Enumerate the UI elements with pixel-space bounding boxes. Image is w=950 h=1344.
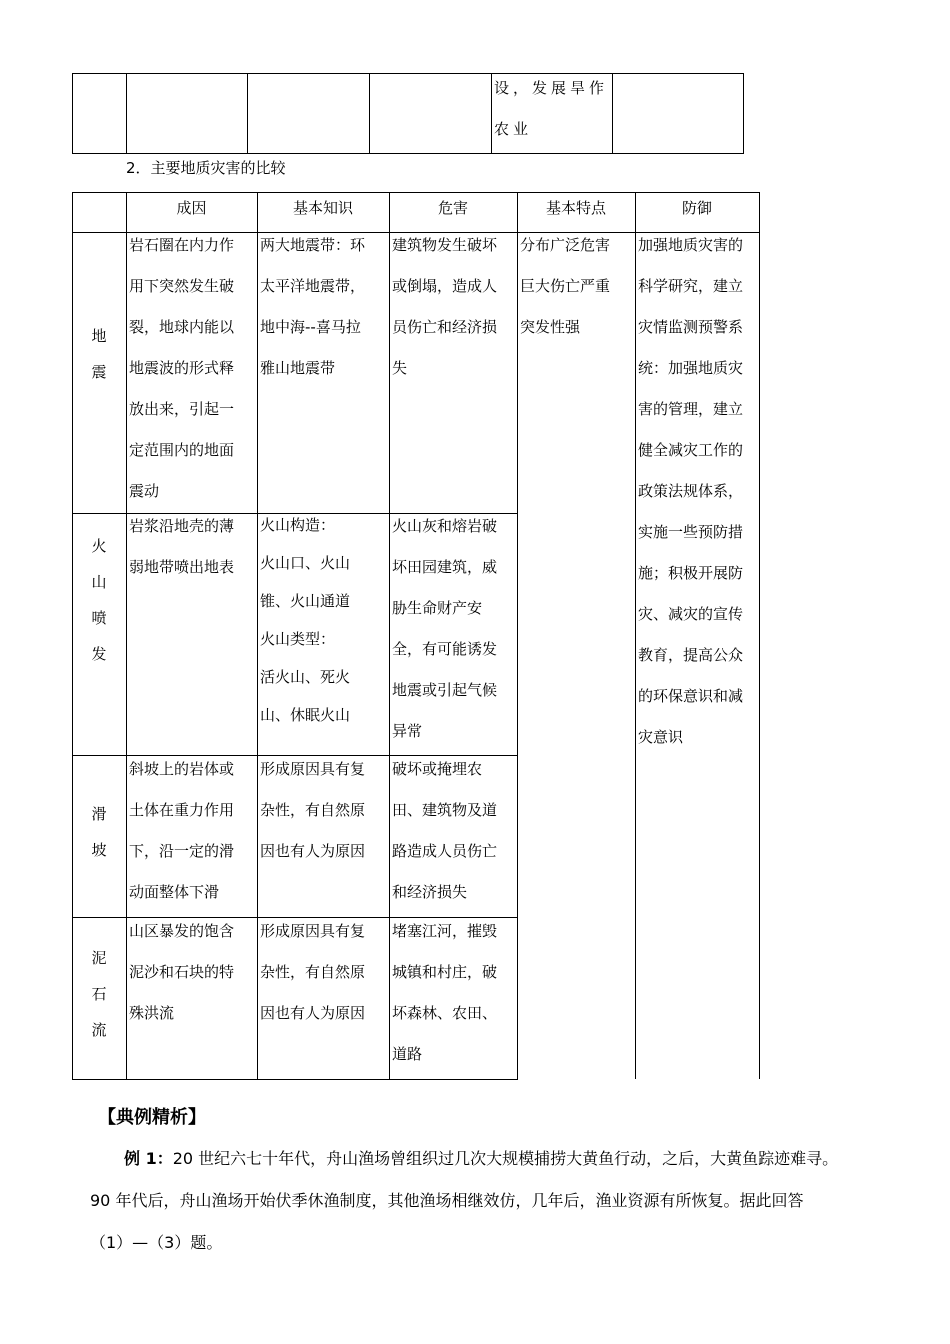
example-text-1: 20 世纪六七十年代，舟山渔场曾组织过几次大规模捕捞大黄鱼行动，之后，大黄鱼踪迹难寻。 [172,1149,839,1168]
header-harm: 危害 [437,199,468,217]
harm-debris-flow: 堵塞江河，摧毁 城镇和村庄，破 坏森林、农田、 道路 [392,922,498,1063]
knowledge-volcano: 火山构造： 火山口、火山 锥、火山通道 火山类型： 活火山、死火 山、休眠火山 [260,516,351,724]
example-heading: 【典例精析】 [98,1107,206,1128]
example-label: 例 1： [124,1149,173,1168]
example-line-3: （1）—（3）题。 [90,1233,223,1252]
header-features: 基本特点 [545,199,606,217]
features-merged: 分布广泛危害 巨大伤亡严重 突发性强 [520,236,611,336]
row-label-volcano: 火 山 喷 发 [91,537,107,663]
header-defense: 防御 [681,199,712,217]
example-line-2: 90 年代后，舟山渔场开始伏季休渔制度，其他渔场相继效仿，几年后，渔业资源有所恢复。据此回答 [90,1191,804,1210]
section-title: 2．主要地质灾害的比较 [126,159,286,177]
cause-volcano: 岩浆沿地壳的薄 弱地带喷出地表 [129,517,235,576]
harm-volcano: 火山灰和熔岩破 坏田园建筑，威 胁生命财产安 全，有可能诱发 地震或引起气候 异常 [392,517,498,740]
row-label-earthquake: 地 震 [91,327,107,381]
cause-landslide: 斜坡上的岩体或 土体在重力作用 下，沿一定的滑 动面整体下滑 [129,760,235,901]
knowledge-landslide: 形成原因具有复 杂性，有自然原 因也有人为原因 [260,760,366,860]
harm-earthquake: 建筑物发生破坏 或倒塌，造成人 员伤亡和经济损 失 [392,236,498,377]
top-table-cell: 设，发展旱作 农业 [494,79,609,138]
cause-earthquake: 岩石圈在内力作 用下突然发生破 裂，地球内能以 地震波的形式释 放出来，引起一 定范围内的地面 震动 [129,236,235,500]
row-label-landslide: 滑 坡 [91,805,107,859]
example-line-1 [124,1148,838,1170]
knowledge-debris-flow: 形成原因具有复 杂性，有自然原 因也有人为原因 [260,922,366,1022]
harm-landslide: 破坏或掩埋农 田、建筑物及道 路造成人员伤亡 和经济损失 [392,760,498,901]
cause-debris-flow: 山区暴发的饱含 泥沙和石块的特 殊洪流 [129,922,235,1022]
header-cause: 成因 [176,199,207,217]
row-label-debris-flow: 泥 石 流 [91,949,107,1039]
knowledge-earthquake: 两大地震带：环 太平洋地震带， 地中海--喜马拉 雅山地震带 [260,236,366,377]
defense-merged: 加强地质灾害的 科学研究，建立 灾情监测预警系 统：加强地质灾 害的管理，建立 健全减灾工作的 政策法规体系， 实施一些预防措 施；积极开展防 灾、减灾的宣传 教育，提高公众 的环保意识和减 灾意识 [638,236,744,746]
header-knowledge: 基本知识 [292,199,353,217]
